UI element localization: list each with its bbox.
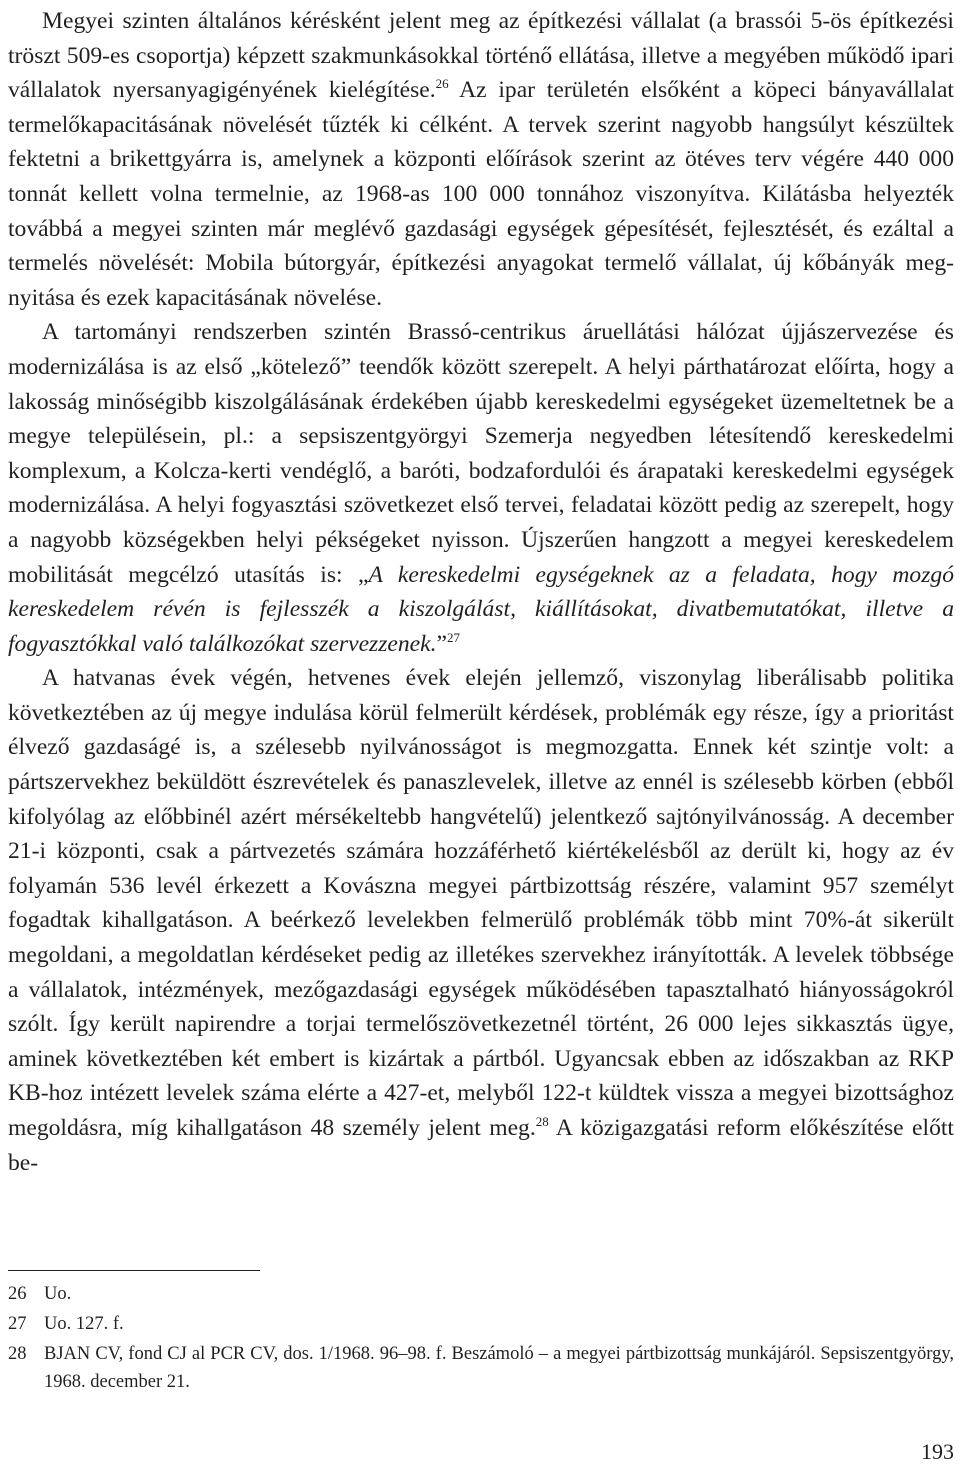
document-page: [8, 0, 954, 1470]
footnote-ref: 27: [447, 629, 460, 645]
quoted-text: A kereskedelmi egységeknek az a feladata, hogy mozgó kereskedelem révén is fejlesszék a kiszolgálást, kiállításokat, divatbemutatókat, illetve a fogyasztókkal való találkozókat szervezzenek.: [8, 561, 954, 657]
text-run: Megyei szinten általános kérésként jelent meg az építkezési vállalat (a brassói 5-ös építkezési tröszt 509-es csoportja) képzett szakmunkásokkal történő ellátása, illetve a megyében működő ipari vállalatok nyersanyagigényének kielégítése.: [8, 8, 954, 104]
footnote: [8, 1310, 954, 1338]
text-run: A tartományi rendszerben szintén Brassó-centrikus áruellátási hálózat újjászervezése és modernizálása is az első „kötelező” teendők között szerepelt. A helyi párthatározat előírta, hogy a lakosság minőségibb kiszolgálásának érdekében újabb kereskedelmi egységeket üzemeltetnek be a megye településein, pl.: a sepsiszentgyörgyi Szemerja negyedben létesítendő kereskedelmi komplexum, a Kolcza-kerti vendéglő, a baróti, bodzafordulói és árapataki kereskedelmi egységek modernizálása. A helyi fogyasztási szövetkezet első tervei, feladatai között pedig az szerepelt, hogy a nagyobb községekben helyi pékségeket nyisson. Újszerűen hangzott a megyei kereskedelem mobilitását megcélzó utasítás is: „: [8, 319, 954, 588]
footnote-text: Uo. 127. f.: [44, 1314, 124, 1334]
footnote-ref: 28: [535, 1114, 549, 1129]
text-run: A hatvanas évek végén, hetvenes évek elején jellemző, viszonylag liberálisabb politika következtében az új megye indulása körül felmerült kérdések, problémák egy része, így a prioritást élvező gazdaságé is, a szélesebb nyilvánosságot is megmozgatta. Ennek két szintje volt: a pártszervekhez beküldött észrevételek és panaszlevelek, illetve az ennél is szélesebb körben (ebből kifolyólag az előbbinél azért mérsékeltebb hangvételű) jelentkező sajtónyilvánosság. A december 21-i központi, csak a pártvezetés számára hozzáférhető kiértékelésből az derült ki, hogy az év folyamán 536 levél érkezett a Kovászna megyei pártbizottság részére, valamint 957 személyt fogadtak kihallgatáson. A beérkező levelekben felmerülő problémák több mint 70%-át sikerült megoldani, a megoldatlan kérdéseket pedig az illetékes szervekhez irányították. A levelek többsége a vállalatok, intézmények, mezőgazdasági egységek működésében tapasztalható hiányosságokról szólt. Így került napirendre a torjai termelőszövetkezetnél történt, 26 000 lejes sikkasztás ügye, aminek következtében két embert is kizártak a pártból. Ugyancsak ebben az időszakban az RKP KB-hoz intézett levelek száma elérte a 427-et, melyből 122-t küldtek vissza a megyei bizottsághoz megoldásra, míg kihallgatáson 48 személy jelent meg.: [8, 665, 954, 1141]
footnote-number: 27: [8, 1314, 27, 1334]
footnote-separator: [8, 1270, 260, 1271]
page-number: 193: [921, 1439, 954, 1464]
footnote-ref: 26: [435, 76, 449, 92]
footnotes: [8, 1280, 954, 1398]
footnote-number: 26: [8, 1284, 27, 1304]
footnote: [8, 1340, 954, 1396]
text-run: A közigazgatási reform előkészítése előtt be-: [8, 1115, 954, 1176]
text-run: ”: [436, 630, 447, 657]
footnote-text: BJAN CV, fond CJ al PCR CV, dos. 1/1968. 96–98. f. Beszámoló – a megyei pártbizottság munkájáról. Sepsiszentgyörgy, 1968. december 21.: [44, 1344, 954, 1392]
footnote-text: Uo.: [44, 1284, 72, 1304]
text-run: Az ipar területén elsőként a köpeci bányavállalat termelőkapacitásának növelését tűzték ki célként. A tervek szerint nagyobb hangsúlyt készültek fektetni a brikettgyárra is, amelynek a központi előírások szerint az ötéves terv végére 440 000 tonnát kellett volna termelnie, az 1968-as 100 000 tonnához viszonyítva. Kilátásba helyezték továbbá a megyei szinten már meglévő gazdasági egységek gépesítését, fejlesztését, és ezáltal a termelés növelését: Mobila bútorgyár, építkezési anyagokat termelő vállalat, új kőbányák megnyitása és ezek kapacitásának növelése.: [8, 77, 954, 311]
body-text: [8, 4, 954, 1180]
footnote: [8, 1280, 954, 1308]
footnote-number: 28: [8, 1344, 27, 1364]
paragraph: [8, 4, 954, 315]
paragraph: [8, 315, 954, 661]
paragraph: [8, 661, 954, 1180]
